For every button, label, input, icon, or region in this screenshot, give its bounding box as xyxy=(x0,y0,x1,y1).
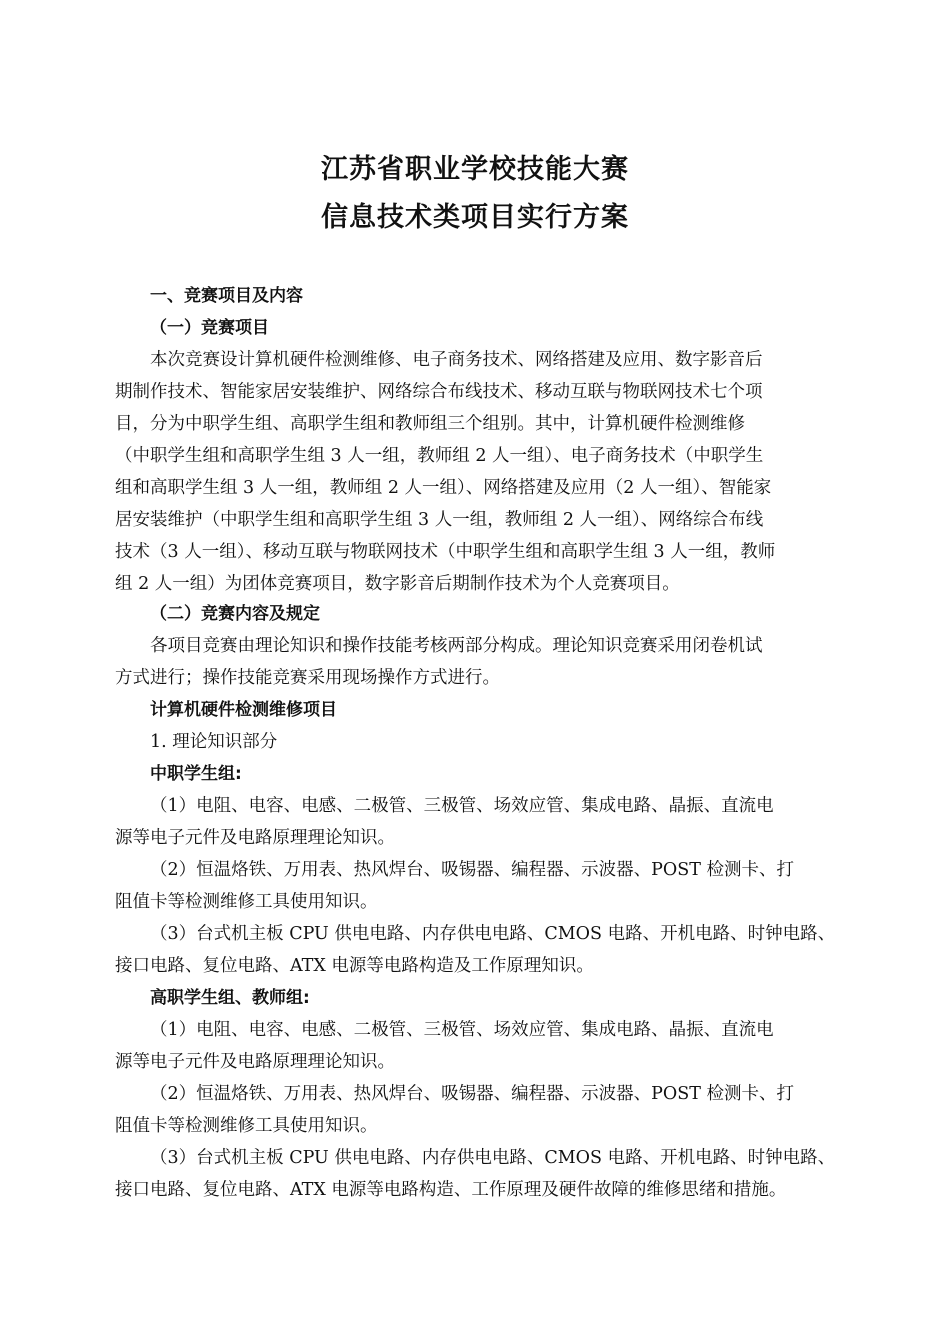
list-item-line: （1）电阻、电容、电感、二极管、三极管、场效应管、集成电路、晶振、直流电 xyxy=(150,796,774,816)
paragraph-line: 居安装维护（中职学生组和高职学生组 3 人一组，教师组 2 人一组）、网络综合布线 xyxy=(115,510,764,530)
project-heading: 计算机硬件检测维修项目 xyxy=(150,700,337,720)
list-item-line: 源等电子元件及电路原理理论知识。 xyxy=(115,828,395,848)
theory-heading: 1. 理论知识部分 xyxy=(150,732,278,752)
paragraph-line: 组和高职学生组 3 人一组，教师组 2 人一组）、网络搭建及应用（2 人一组）、智能家 xyxy=(115,478,772,498)
paragraph-line: 本次竞赛设计算机硬件检测维修、电子商务技术、网络搭建及应用、数字影音后 xyxy=(150,350,763,370)
list-item-line: （3）台式机主板 CPU 供电电路、内存供电电路、CMOS 电路、开机电路、时钟电路、 xyxy=(150,1148,836,1168)
list-item-line: 阻值卡等检测维修工具使用知识。 xyxy=(115,892,378,912)
list-item-line: （1）电阻、电容、电感、二极管、三极管、场效应管、集成电路、晶振、直流电 xyxy=(150,1020,774,1040)
section-heading: 一、竞赛项目及内容 xyxy=(150,286,303,306)
paragraph-line: 组 2 人一组）为团体竞赛项目，数字影音后期制作技术为个人竞赛项目。 xyxy=(115,574,680,594)
subsection-heading: （一）竞赛项目 xyxy=(150,318,269,338)
group-heading: 高职学生组、教师组: xyxy=(150,988,310,1008)
paragraph-line: 技术（3 人一组）、移动互联与物联网技术（中职学生组和高职学生组 3 人一组，教师 xyxy=(115,542,776,562)
list-item-line: （2）恒温烙铁、万用表、热风焊台、吸锡器、编程器、示波器、POST 检测卡、打 xyxy=(150,860,794,880)
list-item-line: 阻值卡等检测维修工具使用知识。 xyxy=(115,1116,378,1136)
paragraph-line: 各项目竞赛由理论知识和操作技能考核两部分构成。理论知识竞赛采用闭卷机试 xyxy=(150,636,763,656)
paragraph-line: 方式进行；操作技能竞赛采用现场操作方式进行。 xyxy=(115,668,500,688)
paragraph-line: 目，分为中职学生组、高职学生组和教师组三个组别。其中，计算机硬件检测维修 xyxy=(115,414,745,434)
document-title-line-1: 江苏省职业学校技能大赛 xyxy=(321,154,629,185)
list-item-line: 源等电子元件及电路原理理论知识。 xyxy=(115,1052,395,1072)
list-item-line: （3）台式机主板 CPU 供电电路、内存供电电路、CMOS 电路、开机电路、时钟电路、 xyxy=(150,924,836,944)
subsection-heading: （二）竞赛内容及规定 xyxy=(150,604,320,624)
list-item-line: （2）恒温烙铁、万用表、热风焊台、吸锡器、编程器、示波器、POST 检测卡、打 xyxy=(150,1084,794,1104)
list-item-line: 接口电路、复位电路、ATX 电源等电路构造及工作原理知识。 xyxy=(115,956,594,976)
group-heading: 中职学生组: xyxy=(150,764,242,784)
paragraph-line: 期制作技术、智能家居安装维护、网络综合布线技术、移动互联与物联网技术七个项 xyxy=(115,382,763,402)
document-title-line-2: 信息技术类项目实行方案 xyxy=(321,202,629,233)
list-item-line: 接口电路、复位电路、ATX 电源等电路构造、工作原理及硬件故障的维修思绪和措施。 xyxy=(115,1180,787,1200)
paragraph-line: （中职学生组和高职学生组 3 人一组，教师组 2 人一组）、电子商务技术（中职学生 xyxy=(115,446,764,466)
